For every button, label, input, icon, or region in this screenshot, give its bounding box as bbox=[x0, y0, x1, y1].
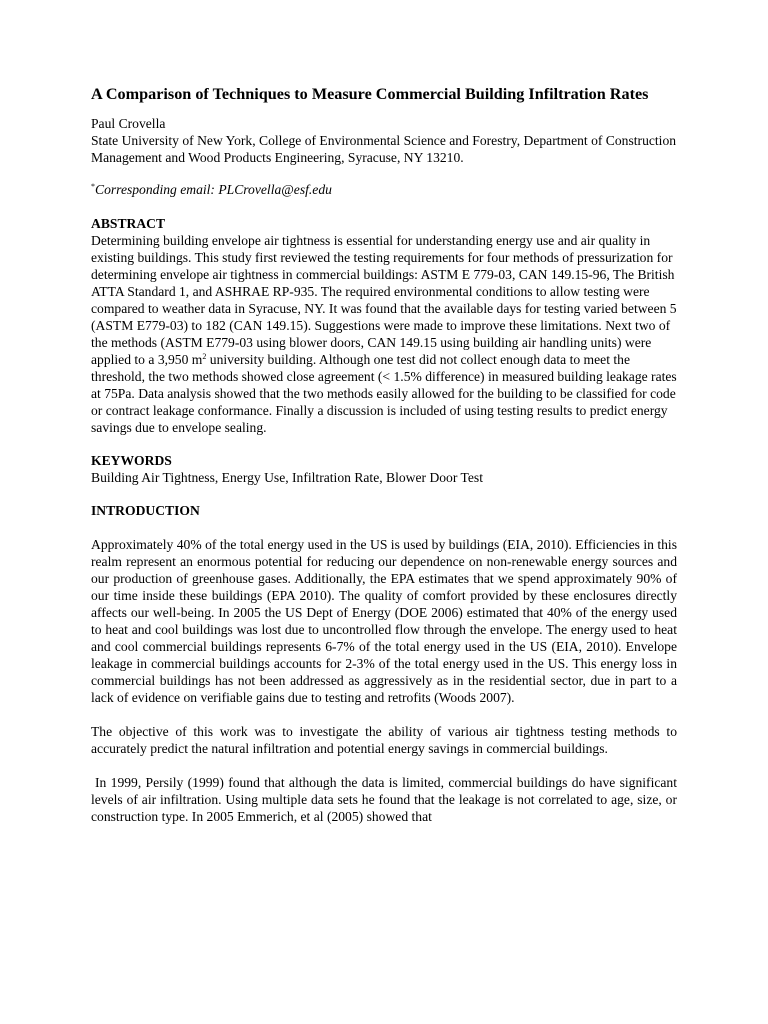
intro-paragraph-1: Approximately 40% of the total energy used in the US is used by buildings (EIA, 2010). Efficiencies in this realm represent an enormous potential for reducing our dependence on non-renewable energy sources and our production of greenhouse gases. Additionally, the EPA estimates that we spend approximately 90% of our time inside these buildings (EPA 2010). The quality of comfort provided by these enclosures directly affects our well-being. In 2005 the US Dept of Energy (DOE 2006) estimated that 40% of the energy used to heat and cool buildings was lost due to uncontrolled flow through the envelope. The energy used to heat and cool commercial buildings represents 6-7% of the total energy used in the US (EIA, 2010). Envelope leakage in commercial buildings accounts for 2-3% of the total energy used in the US. This energy loss in commercial buildings has not been addressed as aggressively as in the residential sector, due in part to a lack of evidence on verifiable gains due to testing and retrofits (Woods 2007). bbox=[91, 537, 677, 705]
corresponding-email bbox=[91, 181, 677, 198]
email-text: Corresponding email: PLCrovella@esf.edu bbox=[95, 182, 332, 197]
abstract-text-2: university building. Although one test did not collect enough data to meet the threshold, the two methods showed close agreement (< 1.5% difference) in measured building leakage rates at 75Pa. Data analysis showed that the two methods easily allowed for the building to be classified for code or contract leakage conformance. Finally a discussion is included of using testing results to predict energy savings due to envelope sealing. bbox=[91, 352, 677, 435]
keywords-heading: KEYWORDS bbox=[91, 453, 172, 468]
abstract-superscript: 2 bbox=[202, 352, 207, 361]
abstract-text-1: Determining building envelope air tightness is essential for understanding energy use and air quality in existing buildings. This study first reviewed the testing requirements for four methods of pressurization for determining envelope air tightness in commercial buildings: ASTM E 779-03, CAN 149.15-96, The British ATTA Standard 1, and ASHRAE RP-935. The required environmental conditions to allow testing were compared to weather data in Syracuse, NY. It was found that the available days for testing varied between 5 (ASTM E779-03) to 182 (CAN 149.15). Suggestions were made to improve these limitations. Next two of the methods (ASTM E779-03 using blower doors, CAN 149.15 using building air handling units) were applied to a 3,950 m bbox=[91, 233, 677, 367]
introduction-heading: INTRODUCTION bbox=[91, 503, 200, 518]
paper-content bbox=[91, 84, 677, 825]
email-marker: * bbox=[91, 182, 95, 191]
intro-paragraph-2: The objective of this work was to investigate the ability of various air tightness testing methods to accurately predict the natural infiltration and potential energy savings in commercial buildings. bbox=[91, 724, 677, 756]
intro-paragraph-3: In 1999, Persily (1999) found that although the data is limited, commercial buildings do have significant levels of air infiltration. Using multiple data sets he found that the leakage is not correlated to age, size, or construction type. In 2005 Emmerich, et al (2005) showed that bbox=[91, 775, 677, 824]
keywords-text: Building Air Tightness, Energy Use, Infiltration Rate, Blower Door Test bbox=[91, 470, 483, 485]
paper-title: A Comparison of Techniques to Measure Commercial Building Infiltration Rates bbox=[91, 85, 649, 103]
author-affiliation: State University of New York, College of Environmental Science and Forestry, Department of Construction Management and Wood Products Engineering, Syracuse, NY 13210. bbox=[91, 133, 677, 165]
author-name: Paul Crovella bbox=[91, 116, 166, 131]
abstract-body bbox=[91, 232, 677, 436]
abstract-heading: ABSTRACT bbox=[91, 216, 166, 231]
